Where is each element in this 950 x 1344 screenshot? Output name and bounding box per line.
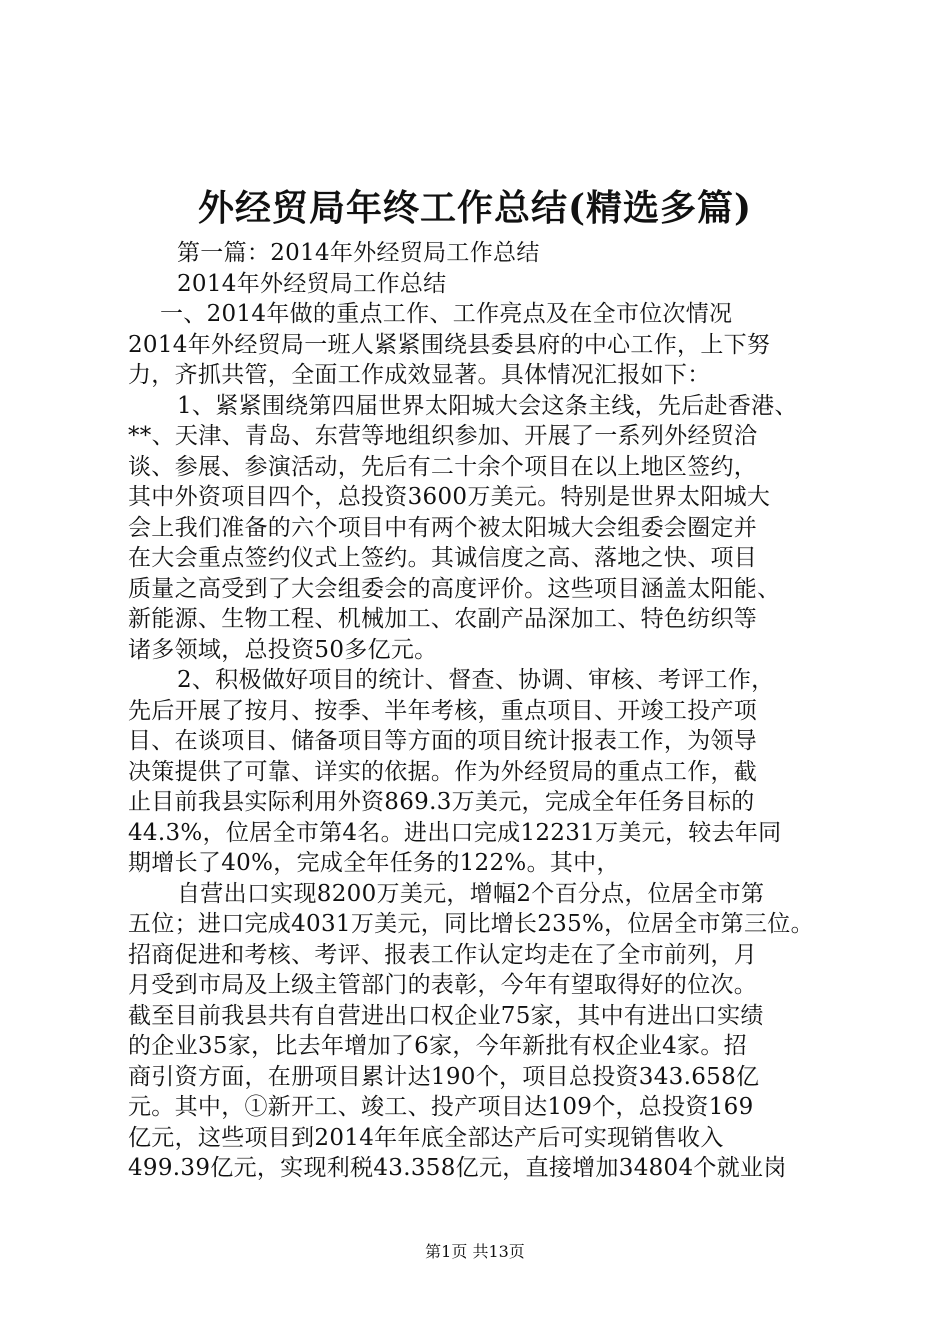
body-line: 诸多领域，总投资50多亿元。 (128, 636, 438, 663)
body-line: 谈、参展、参演活动，先后有二十余个项目在以上地区签约， (128, 453, 758, 480)
body-line: 2、积极做好项目的统计、督查、协调、审核、考评工作， (177, 667, 775, 693)
body-line: 目、在谈项目、储备项目等方面的项目统计报表工作，为领导 (128, 728, 758, 754)
body-line: 月受到市局及上级主管部门的表彰，今年有望取得好的位次。 (128, 972, 758, 998)
body-line: 2014年外经贸局一班人紧紧围绕县委县府的中心工作，上下努 (128, 331, 771, 358)
body-line: 期增长了40%，完成全年任务的122%。其中， (128, 850, 620, 876)
page-footer: 第1页 共13页 (425, 1242, 525, 1261)
body-line: 在大会重点签约仪式上签约。其诚信度之高、落地之快、项目 (128, 545, 758, 571)
body-line: 先后开展了按月、按季、半年考核，重点项目、开竣工投产项 (128, 697, 758, 724)
body-line: 亿元，这些项目到2014年年底全部达产后可实现销售收入 (128, 1124, 724, 1151)
body-line: 其中外资项目四个，总投资3600万美元。特别是世界太阳城大 (128, 484, 771, 510)
body-line: 44.3%，位居全市第4名。进出口完成12231万美元，较去年同 (128, 819, 782, 846)
body-line: 499.39亿元，实现利税43.358亿元，直接增加34804个就业岗 (128, 1155, 787, 1181)
body-line: 止目前我县实际利用外资869.3万美元，完成全年任务目标的 (128, 789, 755, 815)
body-line: 新能源、生物工程、机械加工、农副产品深加工、特色纺织等 (128, 606, 758, 632)
document-title: 外经贸局年终工作总结(精选多篇) (197, 187, 753, 229)
body-line: 的企业35家，比去年增加了6家，今年新批有权企业4家。招 (128, 1033, 747, 1059)
body-line: 决策提供了可靠、详实的依据。作为外经贸局的重点工作，截 (128, 758, 758, 785)
body-line: 商引资方面，在册项目累计达190个，项目总投资343.658亿 (128, 1063, 760, 1090)
section-heading: 第一篇：2014年外经贸局工作总结 (177, 240, 540, 266)
subsection-heading: 一、2014年做的重点工作、工作亮点及在全市位次情况 (160, 301, 733, 327)
body-line: **、天津、青岛、东营等地组织参加、开展了一系列外经贸洽 (128, 423, 758, 449)
body-line: 招商促进和考核、考评、报表工作认定均走在了全市前列，月 (128, 941, 758, 968)
body-line: 会上我们准备的六个项目中有两个被太阳城大会组委会圈定并 (128, 514, 758, 541)
subtitle: 2014年外经贸局工作总结 (177, 270, 447, 297)
body-line: 1、紧紧围绕第四届世界太阳城大会这条主线，先后赴香港、 (177, 392, 798, 419)
body-line: 力，齐抓共管，全面工作成效显著。具体情况汇报如下： (128, 362, 711, 388)
body-line: 截至目前我县共有自营进出口权企业75家，其中有进出口实绩 (128, 1002, 764, 1029)
body-line: 五位；进口完成4031万美元，同比增长235%，位居全市第三位。 (128, 911, 814, 937)
body-line: 自营出口实现8200万美元，增幅2个百分点，位居全市第 (177, 880, 765, 907)
body-line: 质量之高受到了大会组委会的高度评价。这些项目涵盖太阳能、 (128, 575, 781, 602)
body-line: 元。其中，①新开工、竣工、投产项目达109个，总投资169 (128, 1094, 754, 1120)
